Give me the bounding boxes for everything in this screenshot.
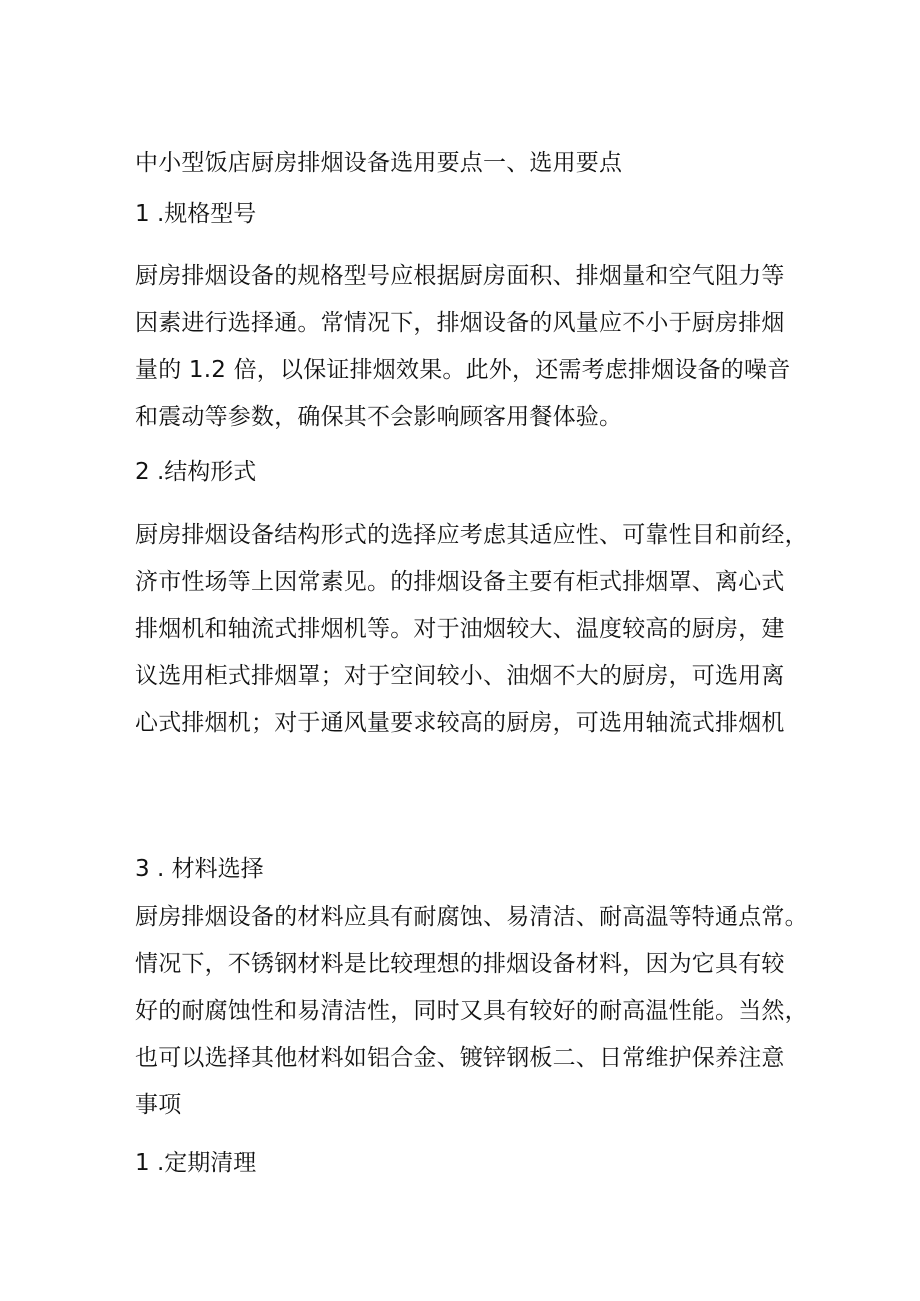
paragraph-line: 济市性场等上因常素见。的排烟设备主要有柜式排烟罩、离心式 — [135, 569, 785, 595]
paragraph-line: 好的耐腐蚀性和易清洁性，同时又具有较好的耐高温性能。当然， — [135, 998, 808, 1024]
paragraph-line: 也可以选择其他材料如铝合金、镀锌钢板二、日常维护保养注意 — [135, 1045, 785, 1071]
paragraph-line: 和震动等参数，确保其不会影响顾客用餐体验。 — [135, 404, 623, 430]
section-heading-material: 3 . 材料选择 — [135, 856, 264, 882]
paragraph-line: 议选用柜式排烟罩；对于空间较小、油烟不大的厨房，可选用离 — [135, 663, 785, 689]
paragraph-line: 事项 — [135, 1092, 182, 1118]
section-heading-spec: 1 .规格型号 — [135, 201, 257, 227]
paragraph-line: 厨房排烟设备结构形式的选择应考虑其适应性、可靠性目和前经， — [135, 522, 808, 548]
paragraph-line: 心式排烟机；对于通风量要求较高的厨房，可选用轴流式排烟机 — [135, 710, 785, 736]
section-heading-cleaning: 1 .定期清理 — [135, 1150, 257, 1176]
paragraph-line: 因素进行选择通。常情况下，排烟设备的风量应不小于厨房排烟 — [135, 310, 785, 336]
paragraph-line: 厨房排烟设备的规格型号应根据厨房面积、排烟量和空气阻力等 — [135, 263, 785, 289]
paragraph-line: 厨房排烟设备的材料应具有耐腐蚀、易清洁、耐高温等特通点常。 — [135, 904, 808, 930]
section-heading-structure: 2 .结构形式 — [135, 459, 257, 485]
paragraph-line: 情况下，不锈钢材料是比较理想的排烟设备材料，因为它具有较 — [135, 951, 785, 977]
document-title: 中小型饭店厨房排烟设备选用要点一、选用要点 — [135, 150, 623, 176]
paragraph-line: 量的 1.2 倍，以保证排烟效果。此外，还需考虑排烟设备的噪音 — [135, 357, 791, 383]
paragraph-line: 排烟机和轴流式排烟机等。对于油烟较大、温度较高的厨房，建 — [135, 616, 785, 642]
